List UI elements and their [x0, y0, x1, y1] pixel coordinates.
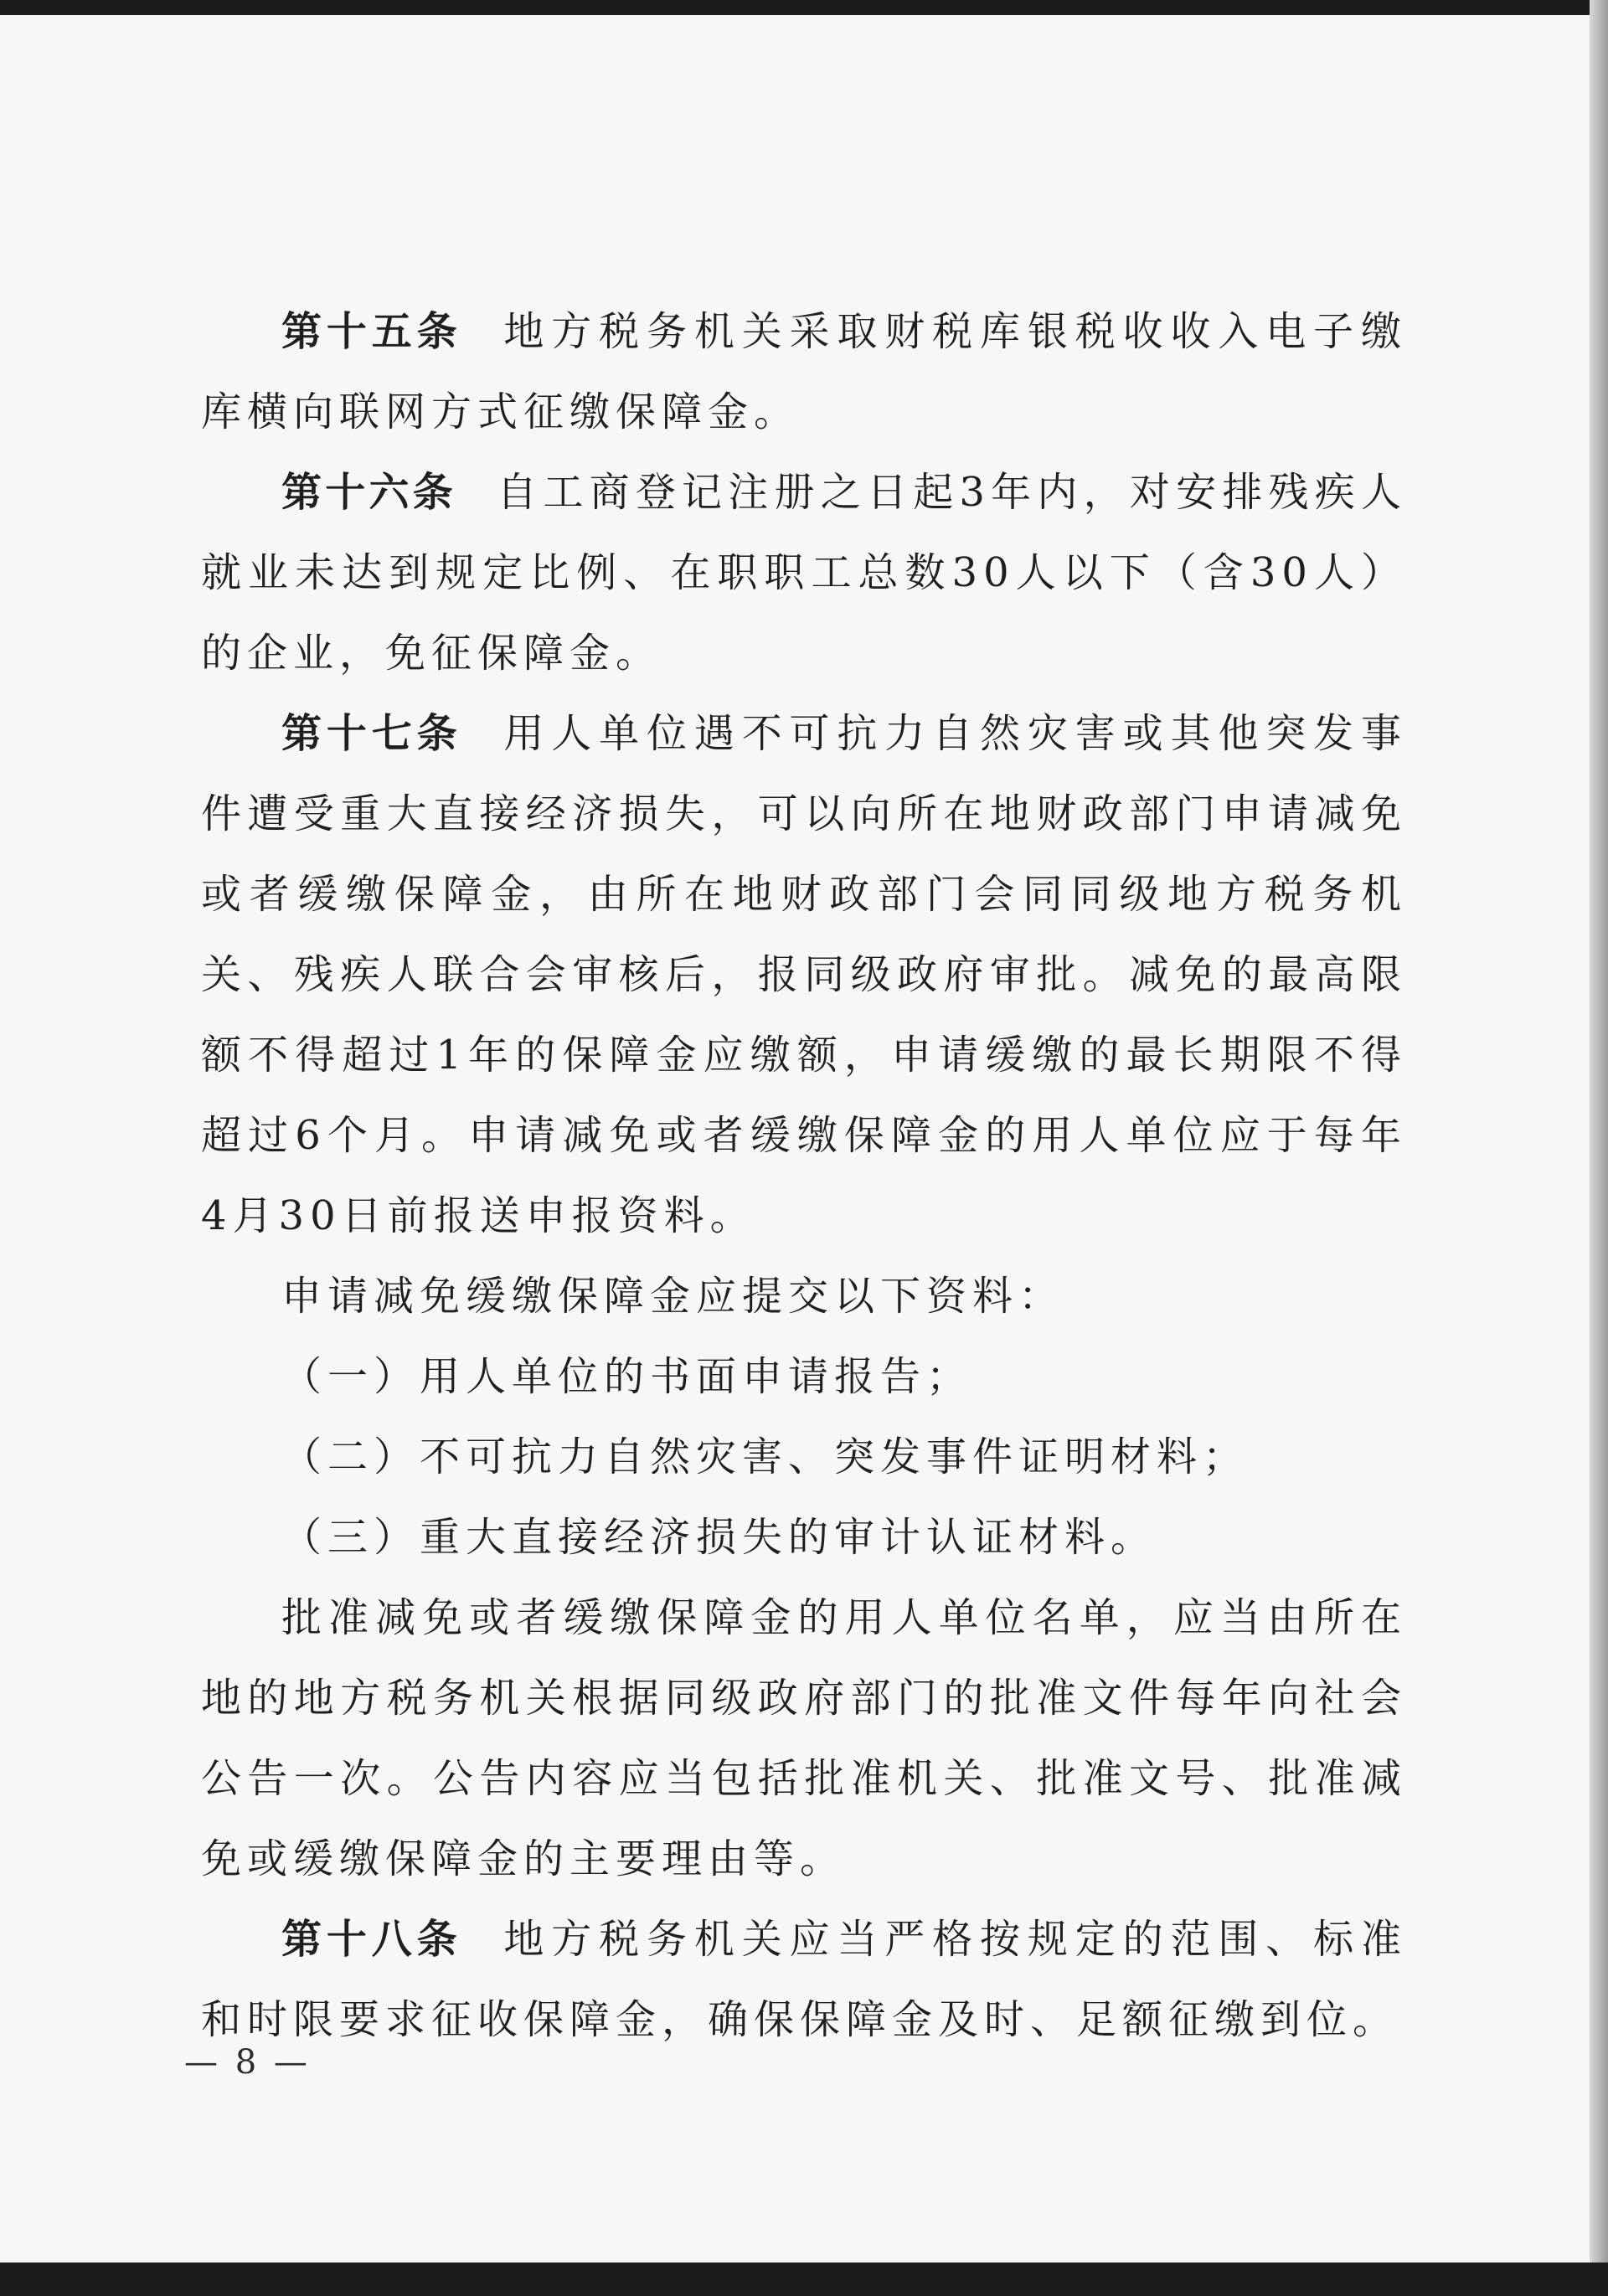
article-text: 自工商登记注册之日起3年内，对安排残疾人就业未达到规定比例、在职职工总数30人以下（含30人）的企业，免征保障金。	[201, 469, 1407, 677]
article-heading: 第十八条	[281, 1916, 462, 1963]
scan-border-bottom	[0, 2263, 1608, 2296]
page-number: — 8 —	[184, 2043, 311, 2082]
article-heading: 第十七条	[281, 710, 462, 757]
materials-item: （三）重大直接经济损失的审计认证材料。	[281, 1514, 1157, 1561]
article-heading: 第十五条	[281, 308, 462, 355]
materials-intro: 申请减免缓缴保障金应提交以下资料：	[281, 1273, 1065, 1320]
article-18	[201, 1899, 1407, 2060]
materials-item: （二）不可抗力自然灾害、突发事件证明材料；	[281, 1434, 1250, 1480]
article-text: 用人单位遇不可抗力自然灾害或其他突发事件遭受重大直接经济损失，可以向所在地财政部门申请减免或者缓缴保障金，由所在地财政部门会同同级地方税务机关、残疾人联合会审核后，报同级政府审批。减免的最高限额不得超过1年的保障金应缴额，申请缓缴的最长期限不得超过6个月。申请减免或者缓缴保障金的用人单位应于每年4月30日前报送申报资料。	[201, 710, 1407, 1239]
article-text: 地方税务机关采取财税库银税收收入电子缴库横向联网方式征缴保障金。	[201, 308, 1407, 435]
article-16	[201, 452, 1407, 693]
article-15	[201, 291, 1407, 452]
scan-border-right	[1590, 0, 1608, 2296]
document-page	[0, 15, 1590, 2263]
materials-item: （一）用人单位的书面申请报告；	[281, 1353, 973, 1400]
document-body	[201, 291, 1407, 2060]
article-heading: 第十六条	[281, 469, 456, 516]
scan-border-top	[0, 0, 1608, 15]
announcement-paragraph: 批准减免或者缓缴保障金的用人单位名单，应当由所在地的地方税务机关根据同级政府部门的批准文件每年向社会公告一次。公告内容应当包括批准机关、批准文号、批准减免或缓缴保障金的主要理由等。	[201, 1594, 1407, 1882]
article-text: 地方税务机关应当严格按规定的范围、标准和时限要求征收保障金，确保保障金及时、足额征缴到位。	[201, 1916, 1407, 2043]
article-17	[201, 693, 1407, 1256]
